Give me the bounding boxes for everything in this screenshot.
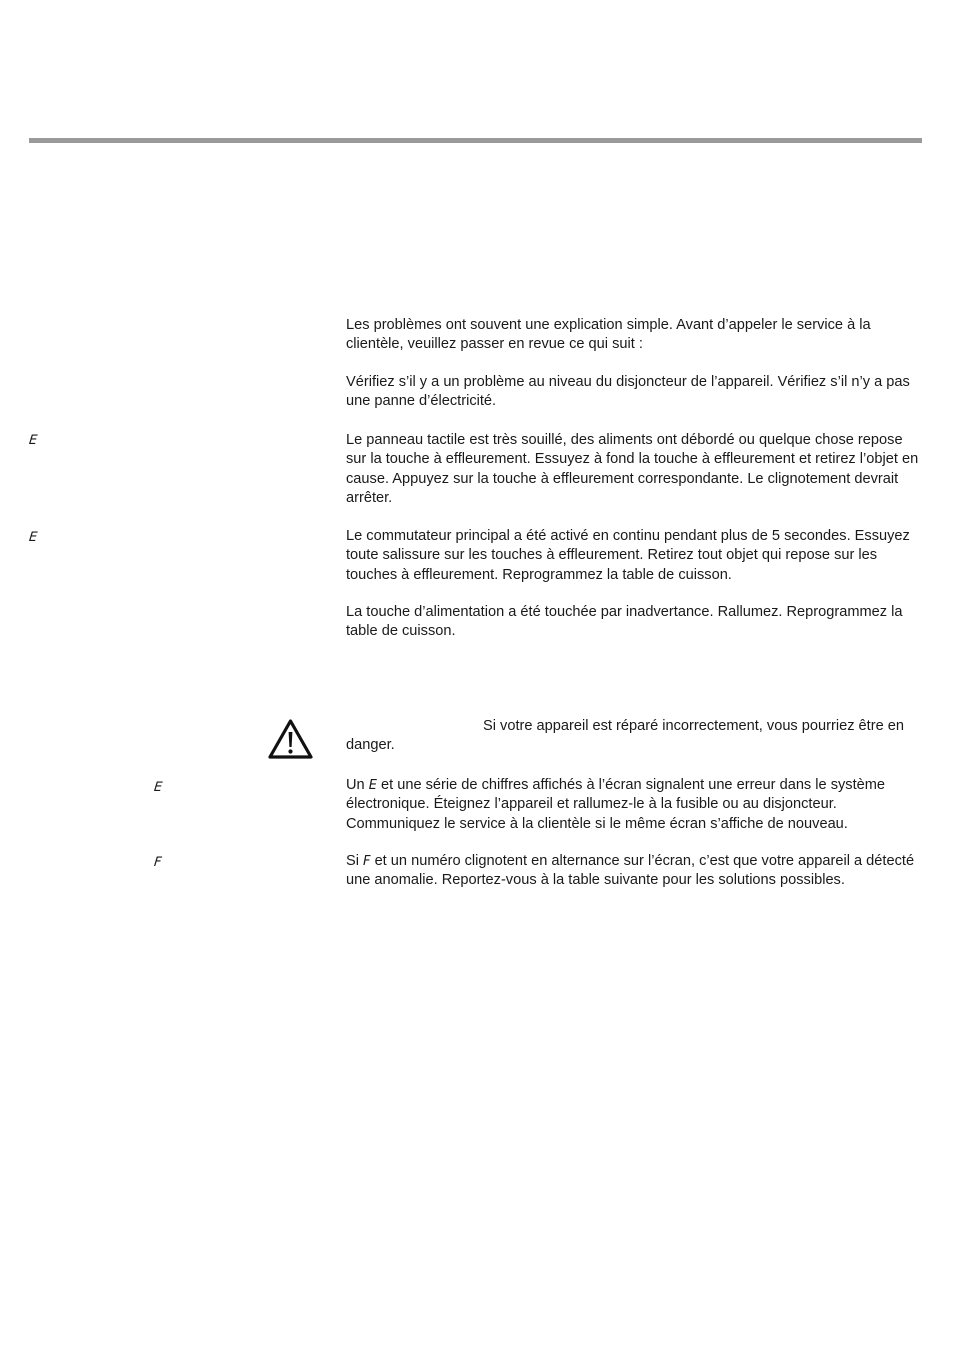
inline-error-code: E [368,778,377,793]
error-code-f-label: F [153,855,163,870]
error-code-label: E [28,433,39,448]
fault-code-paragraph [346,852,926,891]
intro-paragraph: Les problèmes ont souvent une explication simple. Avant d’appeler le service à la clientèle, veuillez passer en revue ce qui suit : [346,317,871,353]
electronic-error-text-start: Un [346,777,369,793]
inline-fault-code: F [363,854,371,869]
error-code-label: E [28,530,39,545]
warning-paragraph: Si votre appareil est réparé incorrectement, vous pourriez être en danger. [346,718,904,754]
electronic-error-text-end: et une série de chiffres affichés à l’écran signalent une erreur dans le système électronique. Éteignez l’appareil et rallumez-le à la fusible ou au disjoncteur. Communiquez le service à la clientèle si le même écran s’affiche de nouveau. [346,777,886,832]
fault-code-text-end: et un numéro clignotent en alternance sur l’écran, c’est que votre appareil a détecté une anomalie. Reportez-vous à la table suivante pour les solutions possibles. [346,853,915,889]
breaker-paragraph: Vérifiez s’il y a un problème au niveau du disjoncteur de l’appareil. Vérifiez s’il n’y a pas une panne d’électricité. [346,374,910,410]
electronic-error-paragraph [346,776,926,834]
touch-panel-paragraph: Le panneau tactile est très souillé, des aliments ont débordé ou quelque chose repose sur la touche à effleurement. Essuyez à fond la touche à effleurement et retirez l’objet en cause. Appuyez sur la touche à effleurement correspondante. Le clignotement devrait arrêter. [346,432,919,506]
fault-code-text-start: Si [346,853,364,869]
error-code-e-label: E [153,780,164,795]
warning-triangle-icon [267,718,314,760]
main-switch-paragraph: Le commutateur principal a été activé en continu pendant plus de 5 secondes. Essuyez toute salissure sur les touches à effleurement. Retirez tout objet qui repose sur les touches à effleurement. Reprogrammez la table de cuisson. [346,528,910,583]
header-rule [29,138,922,143]
power-key-paragraph: La touche d’alimentation a été touchée par inadvertance. Rallumez. Reprogrammez la table de cuisson. [346,604,903,640]
